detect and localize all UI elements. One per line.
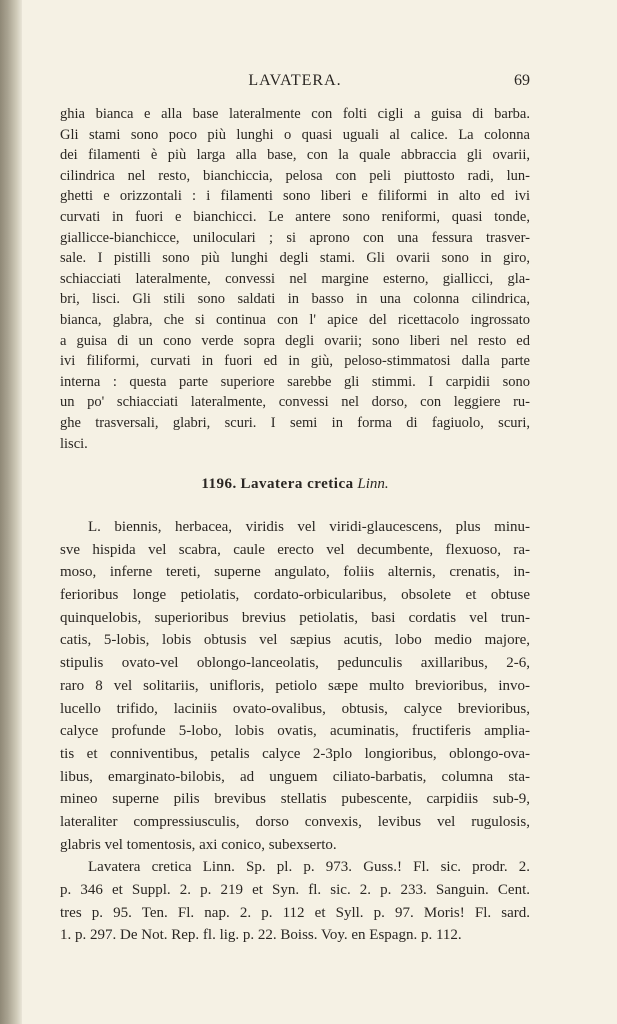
text-line: sve hispida vel scabra, caule erecto vel decumbente, flexuoso, ra-	[60, 541, 530, 558]
reference-line: tres p. 95. Ten. Fl. nap. 2. p. 112 et Syll. p. 97. Moris! Fl. sard.	[60, 904, 530, 921]
references	[60, 856, 530, 947]
text-line: bri, lisci. Gli stili sono saldati in basso in una colonna cilindrica,	[60, 291, 530, 308]
text-line: lucello trifido, laciniis ovato-ovalibus, obtusis, calyce brevioribus,	[60, 700, 530, 717]
text-line: interna : questa parte superiore sarebbe gli stimmi. I carpidii sono	[60, 373, 530, 390]
italian-description	[60, 104, 530, 454]
page-number: 69	[514, 72, 530, 89]
reference-line: 1. p. 297. De Not. Rep. fl. lig. p. 22. Boiss. Voy. en Espagn. p. 112.	[60, 927, 462, 944]
text-line: stipulis ovato-vel oblongo-lanceolatis, pedunculis axillaribus, 2-6,	[60, 655, 530, 672]
text-line: moso, inferne tereti, superne angulato, foliis alternis, crenatis, in-	[60, 564, 530, 581]
text-line: Gli stami sono poco più lunghi o quasi uguali al calice. La colonna	[60, 126, 530, 143]
page-header	[60, 72, 530, 96]
text-line: curvati in fuori e bianchicci. Le antere sono reniformi, quasi tonde,	[60, 208, 530, 225]
text-line: ferioribus longe petiolatis, cordato-orbicularibus, obsolete et obtuse	[60, 587, 530, 604]
species-name: Lavatera cretica	[240, 476, 354, 492]
species-heading	[60, 472, 530, 496]
reference-line: Lavatera cretica Linn. Sp. pl. p. 973. Guss.! Fl. sic. prodr. 2.	[88, 859, 530, 876]
latin-diagnosis	[60, 516, 530, 947]
species-authority: Linn.	[357, 476, 389, 492]
text-line: calyce profunde 5-lobo, lobis ovatis, acuminatis, fructiferis amplia-	[60, 723, 530, 740]
text-line: ghia bianca e alla base lateralmente con folti cigli a guisa di barba.	[60, 106, 530, 122]
text-line: raro 8 vel solitariis, unifloris, petiolo sæpe multo brevioribus, invo-	[60, 677, 530, 694]
text-line: L. biennis, herbacea, viridis vel viridi-glaucescens, plus minu-	[88, 519, 530, 535]
text-line: lateraliter compressiusculis, dorso convexis, levibus vel rugulosis,	[60, 813, 530, 830]
text-line: ghe trasversali, glabri, scuri. I semi in forma di fagiuolo, scuri,	[60, 414, 530, 431]
reference-line: p. 346 et Suppl. 2. p. 219 et Syn. fl. sic. 2. p. 233. Sanguin. Cent.	[60, 882, 530, 898]
text-line: catis, 5-lobis, lobis obtusis vel sæpius acutis, lobo medio majore,	[60, 632, 530, 649]
text-line: lisci.	[60, 435, 88, 452]
text-line: mineo superne pilis brevibus stellatis pubescente, carpidiis sub-9,	[60, 791, 530, 808]
text-line: libus, emarginato-bilobis, ad unguem ciliato-barbatis, columna sta-	[60, 768, 530, 785]
book-spine-shadow	[0, 0, 22, 1024]
text-line: sale. I pistilli sono più lunghi degli stami. Gli ovarii sono in giro,	[60, 250, 530, 267]
text-line: ivi filiformi, curvati in fuori ed in giù, peloso-stimmatosi dalla parte	[60, 353, 530, 370]
text-line: quinquelobis, superioribus brevius petiolatis, basi cordatis vel trun-	[60, 609, 530, 626]
text-line: a guisa di un cono verde sopra degli ovarii; sono liberi nel resto ed	[60, 332, 530, 349]
text-line: giallicce-bianchicce, uniloculari ; si aprono con una fessura trasver-	[60, 229, 530, 246]
text-line: un po' schiacciati lateralmente, convessi nel dorso, con leggiere ru-	[60, 394, 530, 411]
text-line: schiacciati lateralmente, convessi nel margine esterno, giallicci, gla-	[60, 270, 530, 287]
running-head: LAVATERA.	[248, 72, 342, 89]
text-line: cilindrica nel resto, bianchiccia, pelosa con peli piuttosto radi, lun-	[60, 167, 530, 184]
text-line: tis et conniventibus, petalis calyce 2-3plo longioribus, oblongo-ova-	[60, 745, 530, 762]
text-line: glabris vel tomentosis, axi conico, subexserto.	[60, 836, 337, 853]
text-line: bianca, glabra, che si continua con l' apice del ricettacolo ingrossato	[60, 311, 530, 328]
species-number: 1196.	[201, 476, 237, 492]
text-line: ghetti e orizzontali : i filamenti sono liberi e filiformi in alto ed ivi	[60, 188, 530, 205]
text-line: dei filamenti è più larga alla base, con la quale abbraccia gli ovarii,	[60, 147, 530, 164]
